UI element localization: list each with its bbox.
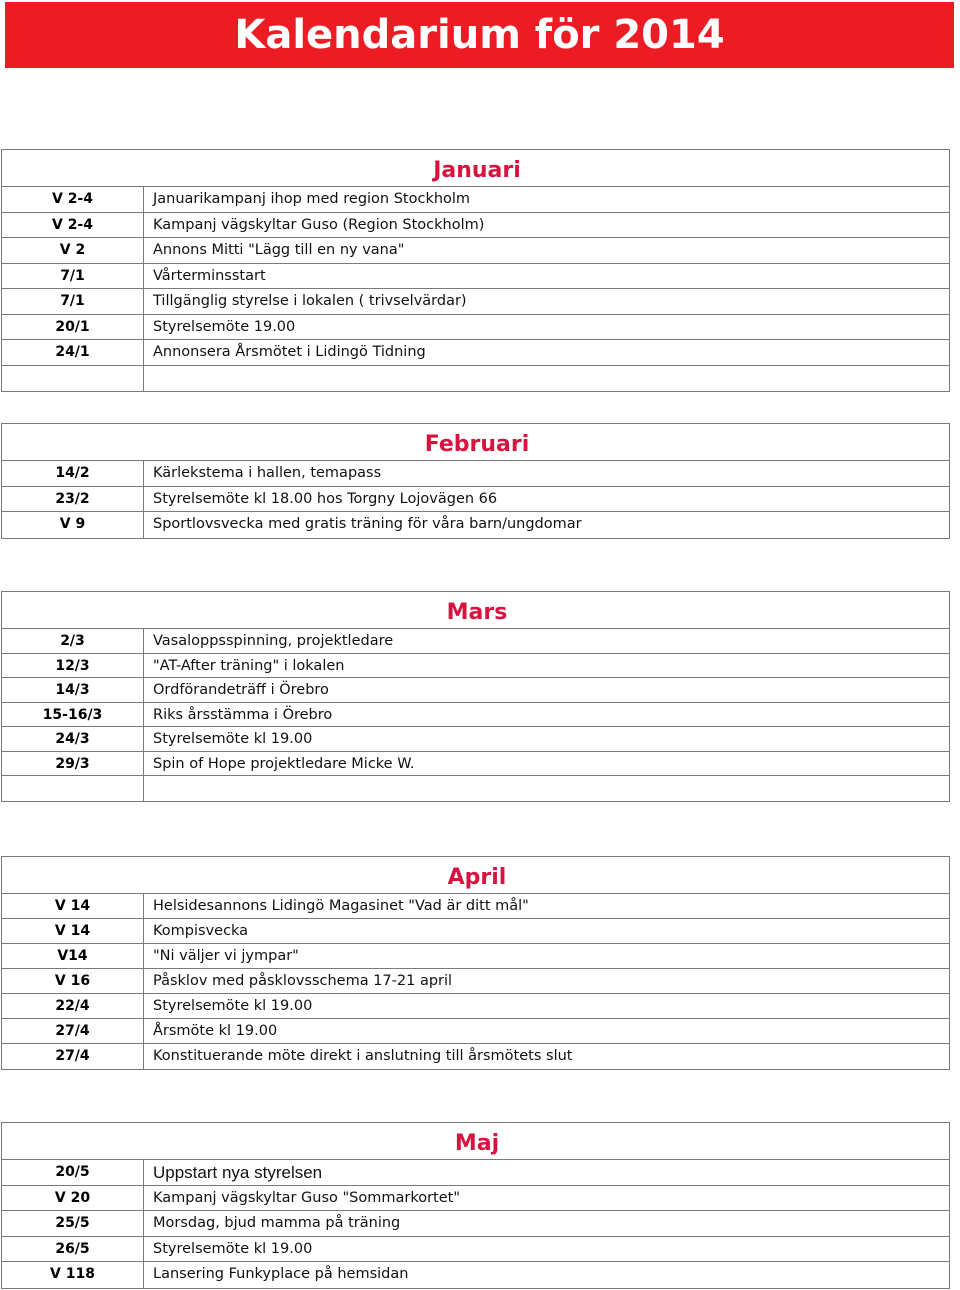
calendar-row	[2, 1160, 949, 1186]
month-header	[2, 592, 949, 629]
row-event	[144, 366, 949, 392]
row-event: Helsidesannons Lidingö Magasinet "Vad är ditt mål"	[153, 898, 529, 914]
row-event: Styrelsemöte kl 19.00	[153, 998, 313, 1014]
calendar-row	[2, 1237, 949, 1263]
row-event: Spin of Hope projektledare Micke W.	[153, 755, 415, 772]
row-date: V14	[2, 944, 144, 968]
row-date: 14/2	[2, 461, 144, 486]
calendar-row	[2, 213, 949, 239]
row-event: Januarikampanj ihop med region Stockholm	[153, 191, 471, 207]
month-header	[2, 424, 949, 461]
row-date: V 16	[2, 969, 144, 993]
calendar-row	[2, 487, 949, 513]
calendar-row	[2, 238, 949, 264]
calendar-row	[2, 703, 949, 728]
month-table-mars	[1, 591, 950, 802]
calendar-row	[2, 994, 949, 1019]
row-date: 27/4	[2, 1044, 144, 1069]
row-event: Kampanj vägskyltar Guso "Sommarkortet"	[153, 1189, 461, 1206]
month-header	[2, 1123, 949, 1160]
calendar-row	[2, 264, 949, 290]
row-date: 24/3	[2, 727, 144, 751]
month-header	[2, 150, 949, 187]
row-event: "AT-After träning" i lokalen	[153, 657, 345, 674]
row-date: V 2-4	[2, 187, 144, 212]
row-event: Morsdag, bjud mamma på träning	[153, 1215, 401, 1231]
row-event: Kärlekstema i hallen, temapass	[153, 465, 382, 481]
row-event: Årsmöte kl 19.00	[153, 1023, 278, 1039]
month-table-april	[1, 856, 950, 1070]
calendar-row	[2, 727, 949, 752]
calendar-row	[2, 654, 949, 679]
title-banner	[5, 2, 954, 68]
row-event: Lansering Funkyplace på hemsidan	[153, 1266, 409, 1282]
calendar-row	[2, 289, 949, 315]
calendar-row	[2, 752, 949, 777]
row-date: 7/1	[2, 289, 144, 314]
row-event: Styrelsemöte kl 19.00	[153, 731, 313, 747]
row-event: Annons Mitti "Lägg till en ny vana"	[153, 242, 405, 258]
calendar-row	[2, 776, 949, 801]
month-name: Mars	[446, 600, 508, 625]
row-event: Annonsera Årsmötet i Lidingö Tidning	[153, 344, 426, 360]
row-date: V 2-4	[2, 213, 144, 238]
row-event: Styrelsemöte 19.00	[153, 318, 296, 335]
calendar-row	[2, 629, 949, 654]
month-table-januari	[1, 149, 950, 392]
row-date	[2, 366, 144, 392]
calendar-row	[2, 1211, 949, 1237]
month-table-februari	[1, 423, 950, 539]
month-name: Maj	[454, 1131, 500, 1156]
row-event: Kampanj vägskyltar Guso (Region Stockholm)	[153, 216, 485, 233]
month-table-maj	[1, 1122, 950, 1289]
row-date: V 14	[2, 919, 144, 943]
calendar-row	[2, 969, 949, 994]
calendar-row	[2, 1019, 949, 1044]
row-date: 12/3	[2, 654, 144, 678]
row-date: V 9	[2, 512, 144, 538]
calendar-row	[2, 340, 949, 366]
row-event	[144, 776, 949, 801]
row-event: Riks årsstämma i Örebro	[153, 706, 333, 723]
row-date: V 20	[2, 1186, 144, 1211]
month-name: Januari	[433, 158, 521, 183]
row-event: Vårterminsstart	[153, 267, 266, 284]
month-header	[2, 857, 949, 894]
row-event: Uppstart nya styrelsen	[153, 1163, 323, 1182]
calendar-row	[2, 1186, 949, 1212]
row-event: Konstituerande möte direkt i anslutning till årsmötets slut	[153, 1048, 573, 1064]
calendar-row	[2, 1262, 949, 1288]
month-name: April	[447, 865, 507, 890]
row-event: Vasaloppsspinning, projektledare	[153, 633, 394, 649]
row-event: Kompisvecka	[153, 923, 249, 939]
row-date: 29/3	[2, 752, 144, 776]
row-date: 7/1	[2, 264, 144, 289]
row-date: 26/5	[2, 1237, 144, 1262]
calendar-row	[2, 919, 949, 944]
row-date: V 14	[2, 894, 144, 918]
row-event: Sportlovsvecka med gratis träning för våra barn/ungdomar	[153, 516, 582, 532]
row-event: "Ni väljer vi jympar"	[153, 948, 299, 964]
calendar-row	[2, 1044, 949, 1069]
row-event: Tillgänglig styrelse i lokalen ( trivselvärdar)	[153, 293, 467, 309]
month-name: Februari	[424, 432, 530, 457]
row-date: 25/5	[2, 1211, 144, 1236]
row-date: 23/2	[2, 487, 144, 512]
row-date: 20/5	[2, 1160, 144, 1185]
calendar-row	[2, 944, 949, 969]
row-event: Påsklov med påsklovsschema 17-21 april	[153, 973, 453, 989]
row-date	[2, 776, 144, 801]
row-event: Styrelsemöte kl 19.00	[153, 1240, 313, 1257]
row-date: 14/3	[2, 678, 144, 702]
calendar-row	[2, 678, 949, 703]
row-date: V 118	[2, 1262, 144, 1288]
calendar-row	[2, 894, 949, 919]
calendar-row	[2, 461, 949, 487]
calendar-row	[2, 315, 949, 341]
calendar-row	[2, 366, 949, 392]
row-event: Ordförandeträff i Örebro	[153, 682, 329, 698]
calendar-row	[2, 512, 949, 538]
row-event: Styrelsemöte kl 18.00 hos Torgny Lojovägen 66	[153, 490, 498, 507]
row-date: 22/4	[2, 994, 144, 1018]
page-title: Kalendarium för 2014	[234, 12, 725, 58]
row-date: 27/4	[2, 1019, 144, 1043]
row-date: V 2	[2, 238, 144, 263]
row-date: 15-16/3	[2, 703, 144, 727]
calendar-row	[2, 187, 949, 213]
row-date: 2/3	[2, 629, 144, 653]
row-date: 24/1	[2, 340, 144, 365]
row-date: 20/1	[2, 315, 144, 340]
